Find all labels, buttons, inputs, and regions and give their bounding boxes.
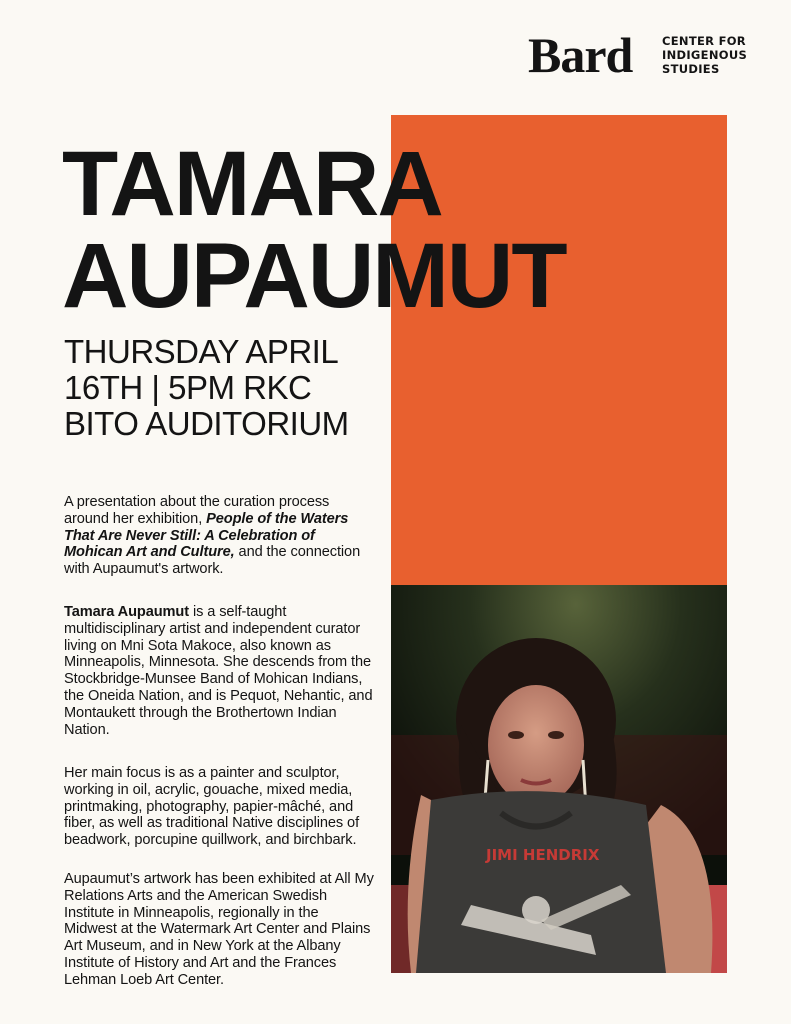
bio-name: Tamara Aupaumut: [64, 604, 189, 620]
bio-text: is a self-taught multidisciplinary artist and independent curator living on Mni Sota Makoce, also known as Minneapolis, Minnesota. She descends from the Stockbridge-Munsee Band of Mohican Indians, the Oneida Nation, and is Pequot, Nehantic, and Montaukett through the Brothertown Indian Nation.: [64, 604, 373, 738]
logo-subtitle: CENTER FOR INDIGENOUS STUDIES: [662, 34, 748, 76]
artist-focus: Her main focus is as a painter and sculptor, working in oil, acrylic, gouache, mixed media, printmaking, photography, papier-mâché, and fiber, as well as traditional Native disciplines of beadwork, porcupine quillwork, and birchbark.: [64, 765, 360, 849]
description-outro: and the connection with Aupaumut's artwork.: [64, 544, 361, 578]
event-details: THURSDAY APRIL 16TH | 5PM RKC BITO AUDITORIUM: [64, 333, 349, 442]
presentation-description: [64, 494, 374, 578]
shirt-text: JIMI HENDRIX: [486, 846, 600, 864]
artist-portrait-photo: [391, 585, 727, 973]
logo-wordmark: Bard: [528, 27, 633, 83]
description-intro: A presentation about the curation process around her exhibition,: [64, 494, 330, 527]
artist-bio: [64, 604, 374, 738]
exhibition-title: People of the Waters That Are Never Still: A Celebration of Mohican Art and Culture,: [64, 510, 349, 561]
exhibition-history: Aupaumut’s artwork has been exhibited at All My Relations Arts and the American Swedish Institute in Minneapolis, regionally in the Midwest at the Watermark Art Center and Plains Art Museum, and in New York at the Albany Institute of History and Art and the Frances Lehman Loeb Art Center.: [64, 871, 374, 988]
portrait-illustration: [391, 585, 727, 973]
artist-name-title: TAMARA AUPAUMUT: [62, 133, 566, 327]
